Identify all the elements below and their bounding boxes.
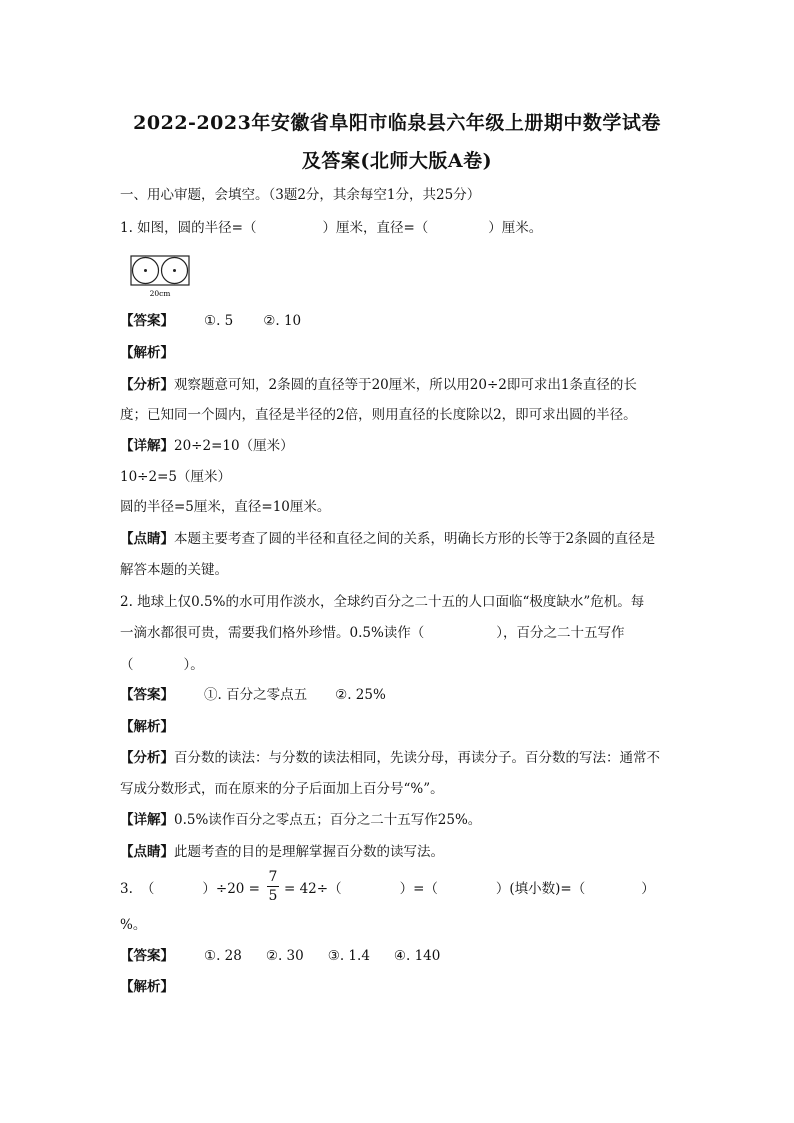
q3-answer-2: ②. 30 bbox=[265, 948, 304, 964]
q1-answer-2: ②. 10 bbox=[263, 313, 302, 329]
q1-xiangjie-line2: 10÷2=5（厘米） bbox=[120, 469, 231, 485]
q3-question-line2: %。 bbox=[120, 917, 147, 933]
q2-answer-1: ①. 百分之零点五 bbox=[204, 687, 308, 703]
q2-dianjing-line1: 【点睛】此题考查的目的是理解掌握百分数的读写法。 bbox=[120, 844, 444, 860]
q3-answer-4: ④. 140 bbox=[393, 948, 441, 964]
q3-fraction bbox=[266, 868, 280, 905]
document-title-line1: 2022-2023年安徽省阜阳市临泉县六年级上册期中数学试卷 bbox=[133, 112, 661, 134]
answer-tag: 【答案】 bbox=[120, 948, 174, 964]
q2-question-line1: 2. 地球上仅0.5%的水可用作淡水，全球约百分之二十五的人口面临“极度缺水”危机。每 bbox=[120, 594, 645, 610]
q1-answer-1: ①. 5 bbox=[204, 313, 234, 329]
q2-answer-2: ②. 25% bbox=[335, 687, 386, 703]
q1-answer bbox=[120, 312, 301, 330]
dianjing-tag: 【点睛】 bbox=[120, 531, 174, 547]
answer-tag: 【答案】 bbox=[120, 687, 174, 703]
fenxi-tag: 【分析】 bbox=[120, 377, 174, 393]
section-heading: 一、用心审题，会填空。（3题2分，其余每空1分，共25分） bbox=[120, 187, 481, 203]
q2-fenxi-line1: 【分析】百分数的读法：与分数的读法相同，先读分母，再读分子。百分数的写法：通常不 bbox=[120, 750, 660, 766]
q2-xiangjie-line1: 【详解】0.5%读作百分之零点五；百分之二十五写作25%。 bbox=[120, 812, 482, 828]
q1-fenxi-line1: 【分析】观察题意可知，2条圆的直径等于20厘米，所以用20÷2即可求出1条直径的长 bbox=[120, 377, 637, 393]
xiangjie-tag: 【详解】 bbox=[120, 438, 174, 454]
q2-fenxi-line2: 写成分数形式，而在原来的分子后面加上百分号“%”。 bbox=[120, 781, 444, 797]
q2-analysis-tag: 【解析】 bbox=[120, 719, 174, 735]
fraction-numerator: 7 bbox=[268, 869, 278, 885]
q1-question-a: 1. 如图，圆的半径=（ bbox=[120, 220, 257, 236]
q3-answer-1: ①. 28 bbox=[204, 948, 242, 964]
q1-analysis-tag: 【解析】 bbox=[120, 345, 174, 361]
fraction-denominator: 5 bbox=[268, 888, 278, 904]
q3-answer bbox=[120, 947, 440, 965]
q3-analysis-tag: 【解析】 bbox=[120, 979, 174, 995]
q3-answer-3: ③. 1.4 bbox=[327, 948, 370, 964]
answer-tag: 【答案】 bbox=[120, 313, 174, 329]
q2-question-line2: 一滴水都很可贵，需要我们格外珍惜。0.5%读作（ ），百分之二十五写作 bbox=[120, 625, 625, 641]
q1-question-b: ）厘米，直径=（ bbox=[322, 220, 429, 236]
fenxi-tag: 【分析】 bbox=[120, 750, 174, 766]
two-circles-rectangle-diagram bbox=[130, 255, 192, 299]
figure-length-label: 20cm bbox=[149, 289, 171, 298]
q1-dianjing-line1: 【点睛】本题主要考查了圆的半径和直径之间的关系，明确长方形的长等于2条圆的直径是 bbox=[120, 531, 656, 547]
q1-xiangjie-line3: 圆的半径=5厘米，直径=10厘米。 bbox=[120, 499, 331, 515]
document-title-line2: 及答案(北师大版A卷) bbox=[301, 150, 493, 172]
xiangjie-tag: 【详解】 bbox=[120, 812, 174, 828]
q1-dianjing-line2: 解答本题的关键。 bbox=[120, 562, 228, 578]
q1-question bbox=[120, 219, 542, 237]
q2-answer bbox=[120, 686, 386, 704]
q2-question-line3: （ ）。 bbox=[120, 657, 204, 673]
q1-fenxi-line2: 度；已知同一个圆内，直径是半径的2倍，则用直径的长度除以2，即可求出圆的半径。 bbox=[120, 407, 637, 423]
q1-xiangjie-line1: 【详解】20÷2=10（厘米） bbox=[120, 438, 294, 454]
q3-question-line1: 3. （ ）÷20 = = 42÷（ ）=（ ）(填小数)=（ ） bbox=[120, 881, 655, 897]
q1-question-c: ）厘米。 bbox=[488, 220, 543, 236]
q1-figure bbox=[130, 255, 192, 303]
dianjing-tag: 【点睛】 bbox=[120, 844, 174, 860]
